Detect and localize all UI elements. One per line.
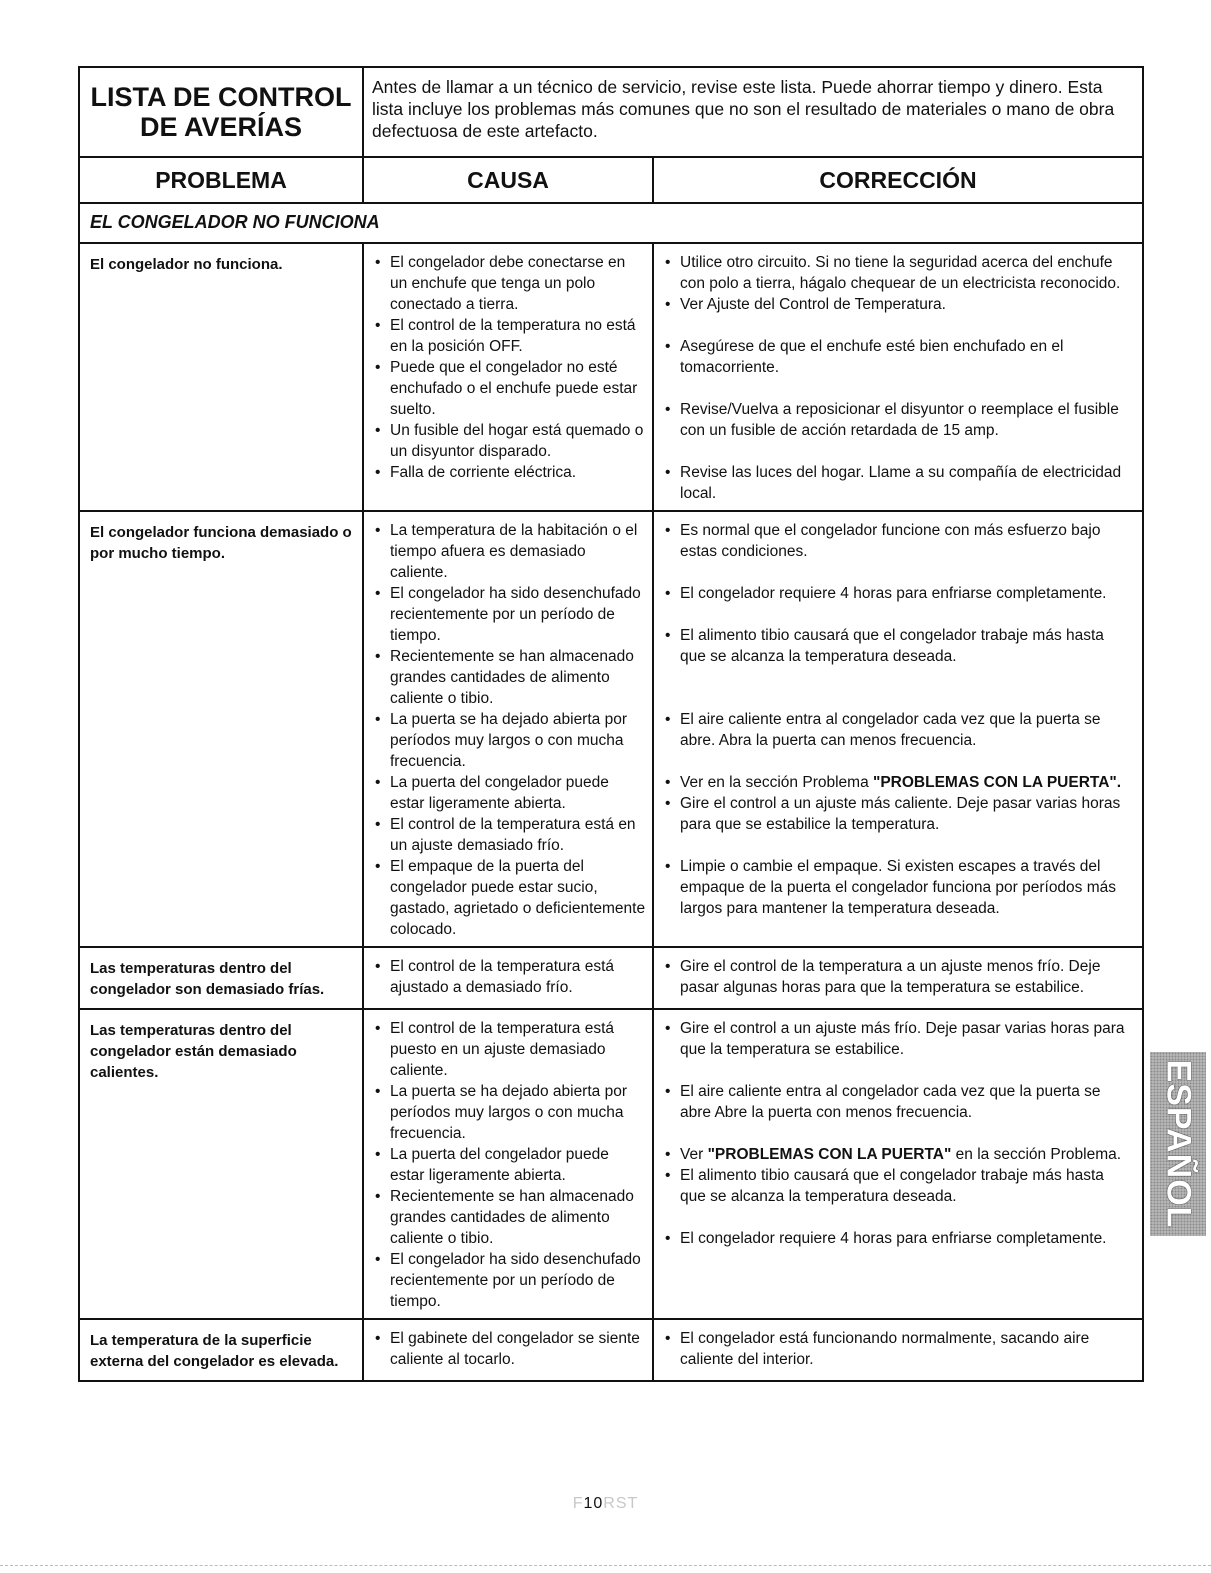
problem-cell: El congelador funciona demasiado o por mucho tiempo. — [80, 512, 364, 946]
fix-cell — [654, 1320, 1142, 1380]
fix-text: Ver en la sección Problema — [680, 774, 869, 791]
fix-item: • Gire el control a un ajuste más caliente. Deje pasar varias horas para que se estabilice la temperatura. — [662, 793, 1132, 835]
column-headers — [80, 158, 1142, 204]
title-line-1: LISTA DE CONTROL — [90, 82, 352, 112]
fix-text: en la sección Problema. — [955, 1146, 1122, 1163]
language-tab — [1150, 1052, 1206, 1236]
fix-item: • Asegúrese de que el enchufe esté bien enchufado en el tomacorriente. — [662, 336, 1132, 378]
fix-cell — [654, 244, 1142, 510]
cause-item: • El control de la temperatura no está en la posición OFF. — [372, 315, 646, 357]
fix-item: • Es normal que el congelador funcione con más esfuerzo bajo estas condiciones. — [662, 520, 1132, 562]
fix-item — [662, 1144, 1132, 1165]
table-row — [80, 244, 1142, 512]
fix-item: • Gire el control de la temperatura a un ajuste menos frío. Deje pasar algunas horas para que la temperatura se estabilice. — [662, 956, 1132, 998]
fix-item: • El congelador requiere 4 horas para enfriarse completamente. — [662, 583, 1132, 604]
cause-cell — [364, 1320, 654, 1380]
cause-item: • El congelador ha sido desenchufado recientemente por un período de tiempo. — [372, 583, 646, 646]
footer-suffix: RST — [603, 1495, 639, 1512]
fix-item: • El alimento tibio causará que el congelador trabaje más hasta que se alcanza la temperatura deseada. — [662, 1165, 1132, 1207]
intro-text: Antes de llamar a un técnico de servicio, revise este lista. Puede ahorrar tiempo y dinero. Esta lista incluye los problemas más comunes que no son el resultado de materiales o mano de obra defectuosa de este artefacto. — [372, 77, 1115, 141]
door-problems-ref: "PROBLEMAS CON LA PUERTA" — [707, 1146, 952, 1163]
troubleshooting-table — [78, 66, 1144, 1382]
cause-cell — [364, 244, 654, 510]
cause-cell — [364, 948, 654, 1008]
title-line-2: DE AVERÍAS — [139, 112, 303, 142]
fix-item: • Gire el control a un ajuste más frío. Deje pasar varias horas para que la temperatura se estabilice. — [662, 1018, 1132, 1060]
cause-item: • El control de la temperatura está puesto en un ajuste demasiado caliente. — [372, 1018, 646, 1081]
fix-item: • El aire caliente entra al congelador cada vez que la puerta se abre Abre la puerta con menos frecuencia. — [662, 1081, 1132, 1123]
header-causa: CAUSA — [364, 158, 654, 202]
cause-item: • Falla de corriente eléctrica. — [372, 462, 646, 483]
page-number: 10 — [583, 1495, 604, 1512]
bottom-rule — [0, 1565, 1211, 1566]
cause-item: • La puerta del congelador puede estar ligeramente abierta. — [372, 1144, 646, 1186]
fix-item: • El congelador está funcionando normalmente, sacando aire caliente del interior. — [662, 1328, 1132, 1370]
cause-item: • La puerta se ha dejado abierta por períodos muy largos o con mucha frecuencia. — [372, 709, 646, 772]
cause-item: • La puerta del congelador puede estar ligeramente abierta. — [372, 772, 646, 814]
page-footer — [0, 1495, 1211, 1513]
fix-item: • El congelador requiere 4 horas para enfriarse completamente. — [662, 1228, 1132, 1249]
problem-cell: Las temperaturas dentro del congelador están demasiado calientes. — [80, 1010, 364, 1318]
problem-cell: La temperatura de la superficie externa del congelador es elevada. — [80, 1320, 364, 1380]
fix-item: • Revise/Vuelva a reposicionar el disyuntor o reemplace el fusible con un fusible de acción retardada de 15 amp. — [662, 399, 1132, 441]
fix-item: • El alimento tibio causará que el congelador trabaje más hasta que se alcanza la temperatura deseada. — [662, 625, 1132, 667]
fix-cell — [654, 1010, 1142, 1318]
problem-cell: El congelador no funciona. — [80, 244, 364, 510]
fix-item: • Utilice otro circuito. Si no tiene la seguridad acerca del enchufe con polo a tierra, hágalo chequear de un electricista reconocido. — [662, 252, 1132, 294]
cause-item: • El empaque de la puerta del congelador puede estar sucio, gastado, agrietado o deficientemente colocado. — [372, 856, 646, 940]
header-correccion: CORRECCIÓN — [819, 166, 977, 193]
problem-cell: Las temperaturas dentro del congelador son demasiado frías. — [80, 948, 364, 1008]
cause-cell — [364, 512, 654, 946]
fix-text: Ver — [680, 1146, 704, 1163]
cause-item: • El control de la temperatura está ajustado a demasiado frío. — [372, 956, 646, 998]
table-row — [80, 512, 1142, 948]
header-problema: PROBLEMA — [80, 158, 364, 202]
fix-cell — [654, 948, 1142, 1008]
cause-item: • El control de la temperatura está en un ajuste demasiado frío. — [372, 814, 646, 856]
cause-item: • El gabinete del congelador se siente caliente al tocarlo. — [372, 1328, 646, 1370]
cause-item: • Recientemente se han almacenado grandes cantidades de alimento caliente o tibio. — [372, 1186, 646, 1249]
door-problems-ref: "PROBLEMAS CON LA PUERTA". — [873, 774, 1122, 791]
table-header-block — [80, 68, 1142, 158]
table-row — [80, 1320, 1142, 1380]
fix-item: • El aire caliente entra al congelador cada vez que la puerta se abre. Abra la puerta can menos frecuencia. — [662, 709, 1132, 751]
section-heading: EL CONGELADOR NO FUNCIONA — [80, 204, 1142, 244]
cause-item: • Puede que el congelador no esté enchufado o el enchufe puede estar suelto. — [372, 357, 646, 420]
cause-item: • El congelador debe conectarse en un enchufe que tenga un polo conectado a tierra. — [372, 252, 646, 315]
fix-item — [662, 772, 1132, 793]
page-title — [80, 68, 364, 156]
cause-item: • La temperatura de la habitación o el tiempo afuera es demasiado caliente. — [372, 520, 646, 583]
table-row — [80, 1010, 1142, 1320]
language-tab-label: ESPAÑOL — [1159, 1059, 1198, 1229]
cause-item: • El congelador ha sido desenchufado recientemente por un período de tiempo. — [372, 1249, 646, 1312]
cause-item: • Un fusible del hogar está quemado o un disyuntor disparado. — [372, 420, 646, 462]
fix-item: • Limpie o cambie el empaque. Si existen escapes a través del empaque de la puerta el congelador funciona por períodos más largos para mantener la temperatura deseada. — [662, 856, 1132, 919]
cause-item: • Recientemente se han almacenado grandes cantidades de alimento caliente o tibio. — [372, 646, 646, 709]
footer-prefix: F — [572, 1495, 584, 1512]
table-row — [80, 948, 1142, 1010]
fix-item: • Ver Ajuste del Control de Temperatura. — [662, 294, 1132, 315]
cause-item: • La puerta se ha dejado abierta por períodos muy largos o con mucha frecuencia. — [372, 1081, 646, 1144]
fix-item: • Revise las luces del hogar. Llame a su compañía de electricidad local. — [662, 462, 1132, 504]
fix-cell — [654, 512, 1142, 946]
cause-cell — [364, 1010, 654, 1318]
